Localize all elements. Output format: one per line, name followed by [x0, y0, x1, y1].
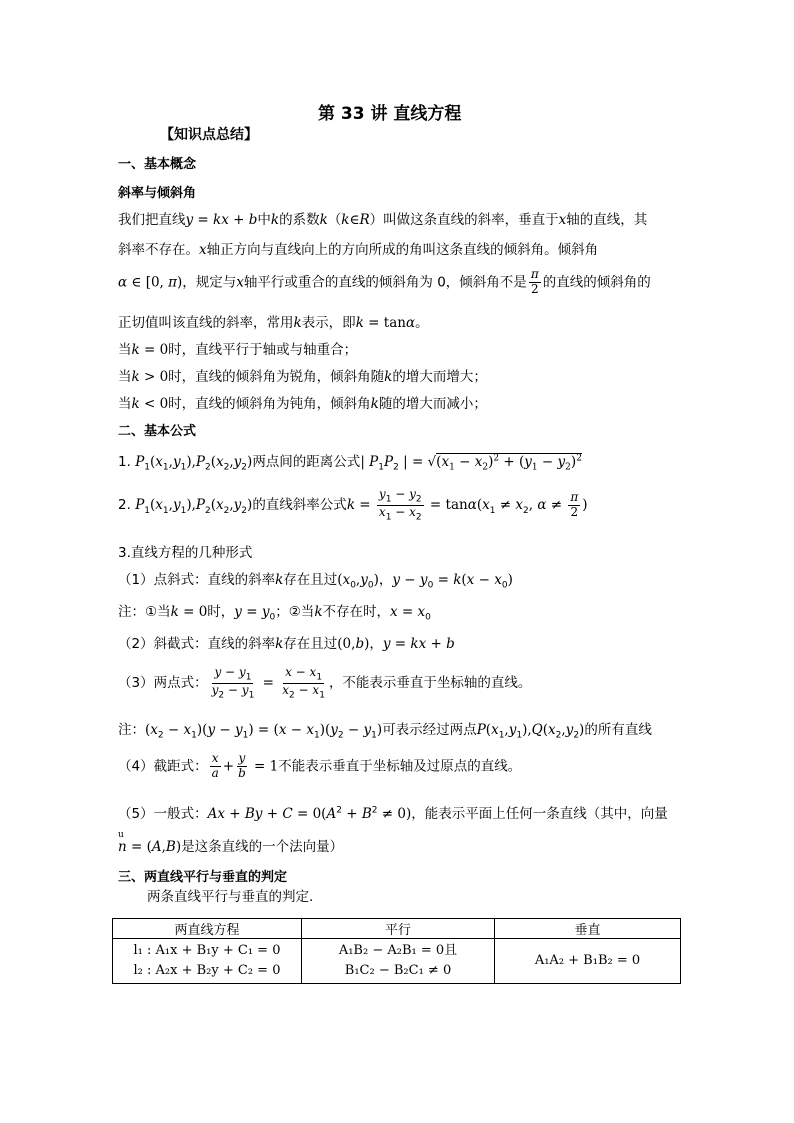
slope-paragraph-line3: α ∈ [0, π)，规定与x轴平行或重合的直线的倾斜角为 0，倾斜角不是 $\frac{\pi}{2}$ 的直线的倾斜角的 [118, 267, 651, 296]
general-form-line2: n u = (A,B)是这条直线的一个法向量） [118, 830, 344, 855]
intercept-form: （4）截距式： $\frac{x}{a}$ + $\frac{y}{b}$ = 1不能表示垂直于坐标轴及过原点的直线。 [118, 751, 522, 780]
table-header-perpendicular: 垂直 [495, 919, 681, 939]
parallel-condition-2: B₁C₂ − B₂C₁ ≠ 0 [344, 963, 452, 978]
distance-formula: 1. $P_1(x_1,y_1),P_2(x_2,y_2)$两点间的距离公式| $P_1P_2$ | = $√(x_1 - x_2)^2 + (y_1 - y_2)^2$ [118, 453, 582, 473]
case-k-negative: 当k < 0时，直线的倾斜角为钝角，倾斜角k随的增大而减小； [118, 396, 487, 412]
section-parallel-perpendicular: 三、两直线平行与垂直的判定 [118, 870, 288, 885]
section-basic-concepts: 一、基本概念 [118, 157, 197, 172]
table-cell-parallel [302, 939, 495, 984]
section-slope-heading: 斜率与倾斜角 [118, 186, 197, 201]
two-point-form: （3）两点式： $\frac{y - y_1}{y_2 - y_1}$ = $\frac{x - x_1}{x_2 - x_1}$ ，不能表示垂直于坐标轴的直线。 [118, 665, 532, 701]
slope-intercept-form: （2）斜截式：直线的斜率k存在且过(0,b)，y = kx + b [118, 636, 455, 652]
parallel-perpendicular-table [112, 918, 681, 984]
table-cell-perpendicular: A₁A₂ + B₁B₂ = 0 [495, 939, 681, 984]
knowledge-header: 【知识点总结】 [160, 127, 258, 143]
table-header-parallel: 平行 [302, 919, 495, 939]
point-slope-note: 注：①当k = 0时，$y = y_0$；②当k不存在时，$x = x_0$ [118, 604, 431, 623]
general-form-line1: （5）一般式：$Ax + By + C = 0(A^2 + B^2 \ne 0)$，能表示平面上任何一条直线（其中，向量 [118, 805, 668, 822]
table-header-equations: 两直线方程 [113, 919, 302, 939]
parallel-condition-1: A₁B₂ − A₂B₁ = 0且 [338, 943, 458, 958]
case-k-positive: 当k > 0时，直线的倾斜角为锐角，倾斜角随k的增大而增大； [118, 369, 487, 385]
table-header-row [113, 919, 681, 939]
line-l2-equation: l₂ : A₂x + B₂y + C₂ = 0 [133, 963, 281, 978]
table-row [113, 939, 681, 984]
point-slope-form: （1）点斜式：直线的斜率k存在且过$(x_0,y_0)$，$y - y_0 = k(x - x_0)$ [118, 572, 513, 591]
slope-paragraph-line2: 斜率不存在。x轴正方向与直线向上的方向所成的角叫这条直线的倾斜角。倾斜角 [118, 242, 599, 258]
section-forms-heading: 3.直线方程的几种形式 [118, 545, 253, 561]
case-k-zero: 当k = 0时，直线平行于轴或与轴重合； [118, 342, 358, 358]
slope-paragraph-line4: 正切值叫该直线的斜率，常用k表示，即k = tanα。 [118, 315, 429, 331]
line-l1-equation: l₁ : A₁x + B₁y + C₁ = 0 [133, 943, 281, 958]
slope-formula: 2. $P_1(x_1,y_1),P_2(x_2,y_2)$的直线斜率公式k = $\frac{y_1 - y_2}{x_1 - x_2}$ = $\tan\alpha(x_1 \ne x_2$, α ≠ $\frac{\pi}{2}$ ) [118, 487, 588, 523]
section-basic-formulas: 二、基本公式 [118, 424, 197, 439]
two-point-note: 注：$(x_2 - x_1)(y - y_1) = (x - x_1)(y_2 - y_1)$可表示经过两点$P(x_1,y_1),Q(x_2,y_2)$的所有直线 [118, 722, 652, 741]
parallel-perpendicular-subtitle: 两条直线平行与垂直的判定. [147, 889, 314, 905]
slope-paragraph-line1: 我们把直线y = kx + b中k的系数k（k∈R）叫做这条直线的斜率，垂直于x轴的直线，其 [118, 212, 648, 228]
page-title: 第 33 讲 直线方程 [318, 104, 462, 124]
table-cell-equations [113, 939, 302, 984]
